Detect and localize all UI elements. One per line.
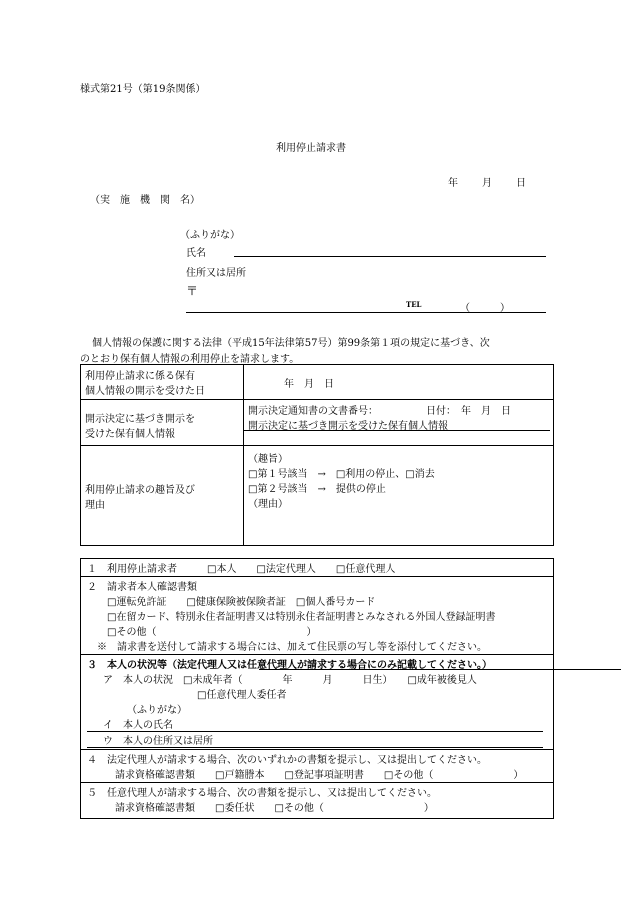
purpose-label-line2: 理由 bbox=[85, 499, 105, 511]
purpose-option-2[interactable]: □第２号該当 → 提供の停止 bbox=[248, 484, 386, 495]
disclosed-info-label-cell bbox=[81, 400, 244, 446]
legal-agent-docs[interactable]: 請求資格確認書類 □戸籍謄本 □登記事項証明書 □その他（ ） bbox=[115, 770, 524, 781]
id-docs-options-3[interactable]: □その他（ ） bbox=[107, 627, 317, 638]
intro-line-2: のとおり保有個人情報の利用停止を請求します。 bbox=[80, 354, 300, 365]
date-year-label: 年 bbox=[448, 178, 458, 189]
furigana-label: （ふりがな） bbox=[180, 230, 240, 241]
id-docs-options-2[interactable]: □在留カード、特別永住者証明書又は特別永住者証明書とみなされる外国人登録証明書 bbox=[107, 612, 496, 623]
disclosed-info-line bbox=[244, 430, 550, 431]
agency-name-label: （実 施 機 関 名） bbox=[90, 195, 200, 206]
section-2-cell bbox=[81, 577, 554, 655]
disclosed-info-cell[interactable] bbox=[244, 400, 554, 446]
section-3-cell bbox=[81, 655, 554, 750]
tel-field[interactable]: （ ） bbox=[460, 303, 510, 314]
notice-doc-number: 開示決定通知書の文書番号： 日付： 年 月 日 bbox=[248, 406, 511, 417]
address-field-line[interactable] bbox=[186, 312, 546, 313]
principal-name-field[interactable]: イ 本人の氏名 bbox=[87, 716, 543, 732]
requester-info-table bbox=[80, 558, 554, 819]
disclosed-info-label-line2: 受けた保有個人情報 bbox=[85, 429, 175, 440]
voluntary-agent-docs[interactable]: 請求資格確認書類 □委任状 □その他（ ） bbox=[115, 803, 434, 814]
intro-line-1: 個人情報の保護に関する法律（平成15年法律第57号）第99条第１項の規定に基づき、次 bbox=[92, 338, 490, 349]
principal-status-title: ３ 本人の状況等（法定代理人又は任意代理人が請求する場合にのみ記載してください。） bbox=[87, 660, 492, 671]
id-docs-options-1[interactable]: □運転免許証 □健康保険被保険者証 □個人番号カード bbox=[107, 597, 376, 608]
section-5-cell bbox=[81, 783, 554, 819]
disclosure-date-cell[interactable] bbox=[244, 365, 554, 400]
principal-address-field[interactable]: ウ 本人の住所又は居所 bbox=[87, 732, 543, 748]
principal-status-underline bbox=[259, 669, 621, 670]
voluntary-agent-title: ５ 任意代理人が請求する場合、次の書類を提示し、又は提出してください。 bbox=[87, 788, 437, 799]
id-docs-note: ※ 請求書を送付して請求する場合には、加えて住民票の写し等を添付してください。 bbox=[97, 642, 487, 653]
requester-type-options[interactable]: １ 利用停止請求者 □本人 □法定代理人 □任意代理人 bbox=[87, 564, 396, 575]
purpose-cell[interactable] bbox=[244, 446, 554, 546]
purpose-label-cell bbox=[81, 446, 244, 546]
date-month-label: 月 bbox=[482, 178, 492, 189]
purpose-heading: （趣旨） bbox=[248, 454, 288, 465]
principal-furigana-label: （ふりがな） bbox=[127, 705, 187, 716]
disclosed-info-text: 開示決定に基づき開示を受けた保有個人情報 bbox=[248, 421, 448, 432]
name-label: 氏名 bbox=[186, 248, 206, 259]
purpose-label-line1: 利用停止請求の趣旨及び bbox=[85, 484, 195, 496]
request-details-table bbox=[80, 364, 554, 546]
name-field-line[interactable] bbox=[234, 256, 546, 257]
address-label: 住所又は居所 bbox=[186, 268, 246, 279]
form-number: 様式第21号（第19条関係） bbox=[80, 84, 206, 95]
date-day-label: 日 bbox=[516, 178, 526, 189]
section-1-cell[interactable] bbox=[81, 559, 554, 577]
disclosure-date-label-line1: 利用停止請求に係る保有 bbox=[85, 371, 195, 382]
disclosure-date-label-line2: 個人情報の開示を受けた日 bbox=[85, 386, 205, 397]
disclosure-date-label-cell bbox=[81, 365, 244, 400]
id-docs-title: ２ 請求者本人確認書類 bbox=[87, 582, 197, 593]
proxy-principal-option[interactable]: □任意代理人委任者 bbox=[197, 690, 287, 701]
reason-heading: （理由） bbox=[248, 499, 288, 510]
tel-label: TEL bbox=[406, 300, 422, 309]
section-4-cell bbox=[81, 750, 554, 783]
form-title: 利用停止請求書 bbox=[276, 143, 346, 154]
principal-status-options[interactable]: ア 本人の状況 □未成年者（ 年 月 日生） □成年被後見人 bbox=[103, 675, 477, 686]
postal-mark: 〒 bbox=[186, 284, 199, 298]
disclosure-date-value: 年 月 日 bbox=[284, 379, 334, 390]
disclosed-info-label-line1: 開示決定に基づき開示を bbox=[85, 414, 195, 425]
purpose-option-1[interactable]: □第１号該当 → □利用の停止、□消去 bbox=[248, 469, 435, 480]
legal-agent-title: ４ 法定代理人が請求する場合、次のいずれかの書類を提示し、又は提出してください。 bbox=[87, 755, 487, 766]
